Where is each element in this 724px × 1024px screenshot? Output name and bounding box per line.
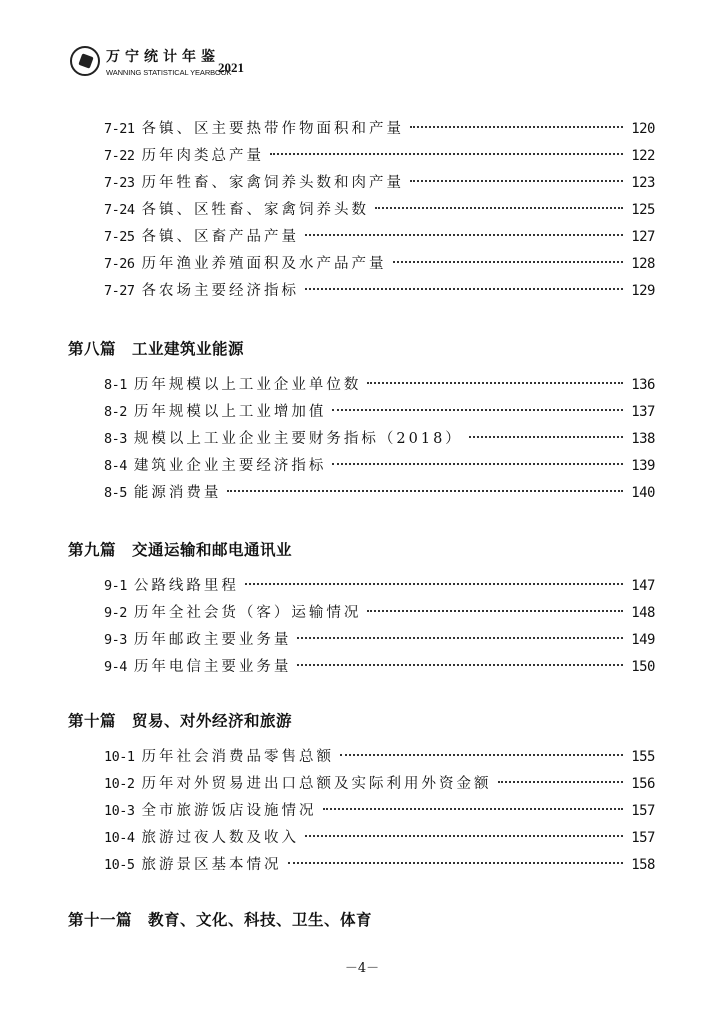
toc-entry[interactable] — [104, 225, 655, 245]
dot-leader — [410, 126, 623, 128]
entry-page: 155 — [631, 749, 655, 765]
entry-page: 150 — [631, 659, 655, 675]
entry-number: 10-2 — [104, 776, 135, 792]
toc-entry[interactable] — [104, 799, 655, 819]
section-name: 贸易、对外经济和旅游 — [132, 711, 293, 730]
toc-entry[interactable] — [104, 853, 655, 873]
section-label: 第十篇 — [68, 711, 117, 730]
dot-leader — [367, 382, 623, 384]
toc-entry[interactable] — [104, 373, 655, 393]
entry-page: 148 — [631, 605, 655, 621]
entry-number: 10-4 — [104, 830, 135, 846]
entry-page: 157 — [631, 803, 655, 819]
header-year: 2021 — [218, 60, 244, 75]
toc-entry[interactable] — [104, 117, 655, 137]
dot-leader — [245, 583, 623, 585]
section-label: 第十一篇 — [68, 910, 133, 929]
header-title: 万宁统计年鉴 — [106, 49, 220, 65]
entry-title: 旅游景区基本情况 — [141, 857, 282, 873]
entry-page: 138 — [631, 431, 655, 447]
entry-page: 136 — [631, 377, 655, 393]
entry-page: 156 — [631, 776, 655, 792]
entry-page: 127 — [631, 229, 655, 245]
entry-title: 历年规模以上工业增加值 — [133, 404, 327, 420]
entry-number: 9-2 — [104, 605, 127, 621]
entry-number: 7-27 — [104, 283, 135, 299]
entry-page: 157 — [631, 830, 655, 846]
dot-leader — [323, 808, 624, 810]
entry-number: 7-23 — [104, 175, 135, 191]
entry-title: 旅游过夜人数及收入 — [141, 830, 300, 846]
dot-leader — [288, 862, 624, 864]
dot-leader — [393, 261, 624, 263]
toc-entry[interactable] — [104, 144, 655, 164]
dot-leader — [305, 234, 623, 236]
entry-page: 149 — [631, 632, 655, 648]
section-label: 第九篇 — [68, 540, 117, 559]
dot-leader — [227, 490, 623, 492]
entry-title: 历年邮政主要业务量 — [133, 632, 292, 648]
toc-entry[interactable] — [104, 745, 655, 765]
section-heading — [68, 908, 372, 930]
entry-title: 公路线路里程 — [133, 578, 239, 594]
entry-number: 7-25 — [104, 229, 135, 245]
section-name: 教育、文化、科技、卫生、体育 — [148, 910, 373, 929]
toc-entry[interactable] — [104, 454, 655, 474]
entry-number: 7-24 — [104, 202, 135, 218]
entry-number: 7-22 — [104, 148, 135, 164]
toc-entry[interactable] — [104, 481, 655, 501]
dot-leader — [469, 436, 623, 438]
entry-title: 历年规模以上工业企业单位数 — [133, 377, 362, 393]
dot-leader — [498, 781, 624, 783]
section-name: 交通运输和邮电通讯业 — [132, 540, 293, 559]
entry-number: 8-5 — [104, 485, 127, 501]
entry-page: 122 — [631, 148, 655, 164]
entry-page: 147 — [631, 578, 655, 594]
entry-title: 规模以上工业企业主要财务指标（2018） — [133, 431, 463, 447]
entry-number: 8-3 — [104, 431, 127, 447]
entry-number: 10-1 — [104, 749, 135, 765]
entry-number: 10-3 — [104, 803, 135, 819]
entry-title: 各农场主要经济指标 — [141, 283, 300, 299]
entry-title: 历年渔业养殖面积及水产品产量 — [141, 256, 387, 272]
dot-leader — [375, 207, 623, 209]
toc-entry[interactable] — [104, 171, 655, 191]
entry-title: 历年全社会货（客）运输情况 — [133, 605, 362, 621]
section-name: 工业建筑业能源 — [132, 339, 245, 358]
entry-number: 10-5 — [104, 857, 135, 873]
dot-leader — [297, 664, 623, 666]
toc-entry[interactable] — [104, 655, 655, 675]
toc-entry[interactable] — [104, 574, 655, 594]
entry-number: 9-4 — [104, 659, 127, 675]
toc-entry[interactable] — [104, 826, 655, 846]
entry-page: 123 — [631, 175, 655, 191]
entry-number: 8-4 — [104, 458, 127, 474]
toc-entry[interactable] — [104, 252, 655, 272]
entry-title: 历年对外贸易进出口总额及实际利用外资金额 — [141, 776, 492, 792]
toc-entry[interactable] — [104, 198, 655, 218]
entry-page: 129 — [631, 283, 655, 299]
toc-entry[interactable] — [104, 427, 655, 447]
section-label: 第八篇 — [68, 339, 117, 358]
dot-leader — [332, 463, 623, 465]
entry-page: 158 — [631, 857, 655, 873]
entry-page: 137 — [631, 404, 655, 420]
entry-title: 各镇、区畜产品产量 — [141, 229, 300, 245]
section-heading — [68, 337, 244, 359]
toc-entry[interactable] — [104, 279, 655, 299]
entry-number: 8-2 — [104, 404, 127, 420]
entry-title: 全市旅游饭店设施情况 — [141, 803, 317, 819]
yearbook-header — [70, 44, 310, 84]
entry-title: 各镇、区牲畜、家禽饲养头数 — [141, 202, 370, 218]
entry-title: 能源消费量 — [133, 485, 222, 501]
header-subtitle: WANNING STATISTICAL YEARBOOK — [106, 68, 232, 77]
dot-leader — [410, 180, 623, 182]
dot-leader — [305, 288, 623, 290]
dot-leader — [297, 637, 623, 639]
section-heading — [68, 538, 292, 560]
entry-title: 建筑业企业主要经济指标 — [133, 458, 327, 474]
entry-title: 各镇、区主要热带作物面积和产量 — [141, 121, 405, 137]
dot-leader — [340, 754, 623, 756]
entry-number: 9-3 — [104, 632, 127, 648]
page-number: －4－ — [344, 961, 380, 976]
entry-title: 历年电信主要业务量 — [133, 659, 292, 675]
entry-page: 139 — [631, 458, 655, 474]
dot-leader — [270, 153, 623, 155]
entry-number: 7-26 — [104, 256, 135, 272]
entry-page: 140 — [631, 485, 655, 501]
dot-leader — [305, 835, 623, 837]
entry-title: 历年社会消费品零售总额 — [141, 749, 335, 765]
yearbook-logo-icon — [70, 46, 100, 76]
entry-page: 120 — [631, 121, 655, 137]
toc-entry[interactable] — [104, 628, 655, 648]
entry-number: 9-1 — [104, 578, 127, 594]
toc-entry[interactable] — [104, 400, 655, 420]
toc-entry[interactable] — [104, 772, 655, 792]
dot-leader — [332, 409, 623, 411]
toc-entry[interactable] — [104, 601, 655, 621]
entry-title: 历年牲畜、家禽饲养头数和肉产量 — [141, 175, 405, 191]
entry-page: 125 — [631, 202, 655, 218]
entry-title: 历年肉类总产量 — [141, 148, 265, 164]
entry-number: 8-1 — [104, 377, 127, 393]
section-heading — [68, 709, 292, 731]
dot-leader — [367, 610, 623, 612]
entry-page: 128 — [631, 256, 655, 272]
entry-number: 7-21 — [104, 121, 135, 137]
